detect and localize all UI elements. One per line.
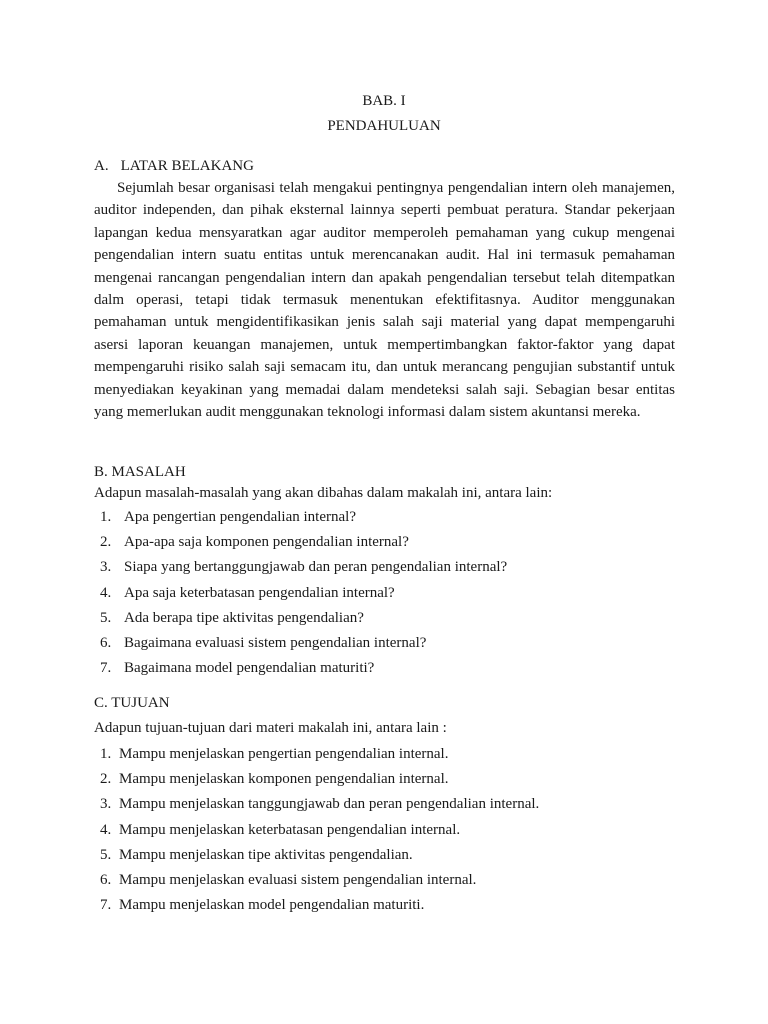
section-a-paragraph: Sejumlah besar organisasi telah mengakui pentingnya pengendalian intern oleh manajemen, auditor independen, dan pihak eksternal lainnya seperti pembuat peratura. Standar pekerjaan lapangan kedua mensyaratkan agar auditor memperoleh pemahaman yang cukup mengenai pengendalian intern suatu entitas untuk merencanakan audit. Hal ini termasuk pemahaman mengenai rancangan pengendalian intern dan apakah pengendalian tersebut telah ditempatkan dalm operasi, tetapi tidak termasuk menentukan efektifitasnya. Auditor menggunakan pemahaman untuk mengidentifikasikan jenis salah saji material yang dapat mempengaruhi asersi laporan keuangan manajemen, untuk mempertimbangkan faktor-faktor yang dapat mempengaruhi risiko salah saji semacam itu, dan untuk merancang pengujian substantif untuk menyediakan keyakinan yang memadai dalam mendeteksi salah saji. Sebagian besar entitas yang memerlukan audit menggunakan teknologi informasi dalam sistem akuntansi mereka. <box>94 180 675 421</box>
list-text: Bagaimana model pengendalian maturiti? <box>124 660 375 677</box>
list-number: 5. <box>100 609 112 626</box>
list-number: 2. <box>100 534 112 551</box>
section-b-intro: Adapun masalah-masalah yang akan dibahas dalam makalah ini, antara lain: <box>94 485 553 501</box>
list-number: 6. <box>100 634 112 651</box>
section-c-intro: Adapun tujuan-tujuan dari materi makalah ini, antara lain : <box>94 720 447 736</box>
section-a-letter: A. <box>94 158 109 174</box>
list-text: Ada berapa tipe aktivitas pengendalian? <box>124 609 364 626</box>
list-text: Bagaimana evaluasi sistem pengendalian internal? <box>124 634 427 651</box>
list-text: Mampu menjelaskan komponen pengendalian internal. <box>119 771 449 788</box>
section-a-heading <box>94 157 254 175</box>
list-number: 4. <box>100 584 112 601</box>
list-number: 1. <box>100 509 112 525</box>
list-number: 1. <box>100 746 112 762</box>
section-b-heading: B. MASALAH <box>94 464 186 480</box>
section-c-heading: C. TUJUAN <box>94 695 170 711</box>
list-number: 3. <box>100 796 112 813</box>
list-number: 5. <box>100 846 112 863</box>
list-text: Siapa yang bertanggungjawab dan peran pengendalian internal? <box>124 559 508 576</box>
list-text: Mampu menjelaskan keterbatasan pengendalian internal. <box>119 821 461 838</box>
list-text: Mampu menjelaskan model pengendalian maturiti. <box>119 897 425 914</box>
list-number: 7. <box>100 660 112 677</box>
list-text: Mampu menjelaskan pengertian pengendalian internal. <box>119 746 449 762</box>
list-text: Mampu menjelaskan evaluasi sistem pengendalian internal. <box>119 871 477 888</box>
chapter-number: BAB. I <box>362 93 406 109</box>
list-text: Apa saja keterbatasan pengendalian internal? <box>124 584 395 601</box>
list-number: 4. <box>100 821 112 838</box>
list-number: 7. <box>100 897 112 914</box>
list-number: 2. <box>100 771 112 788</box>
list-number: 6. <box>100 871 112 888</box>
chapter-title: PENDAHULUAN <box>327 118 441 134</box>
section-a-title: LATAR BELAKANG <box>120 158 254 174</box>
list-number: 3. <box>100 559 112 576</box>
list-text: Apa pengertian pengendalian internal? <box>124 509 356 525</box>
list-text: Mampu menjelaskan tipe aktivitas pengendalian. <box>119 846 413 863</box>
list-text: Mampu menjelaskan tanggungjawab dan peran pengendalian internal. <box>119 796 540 813</box>
list-text: Apa-apa saja komponen pengendalian internal? <box>124 534 409 551</box>
